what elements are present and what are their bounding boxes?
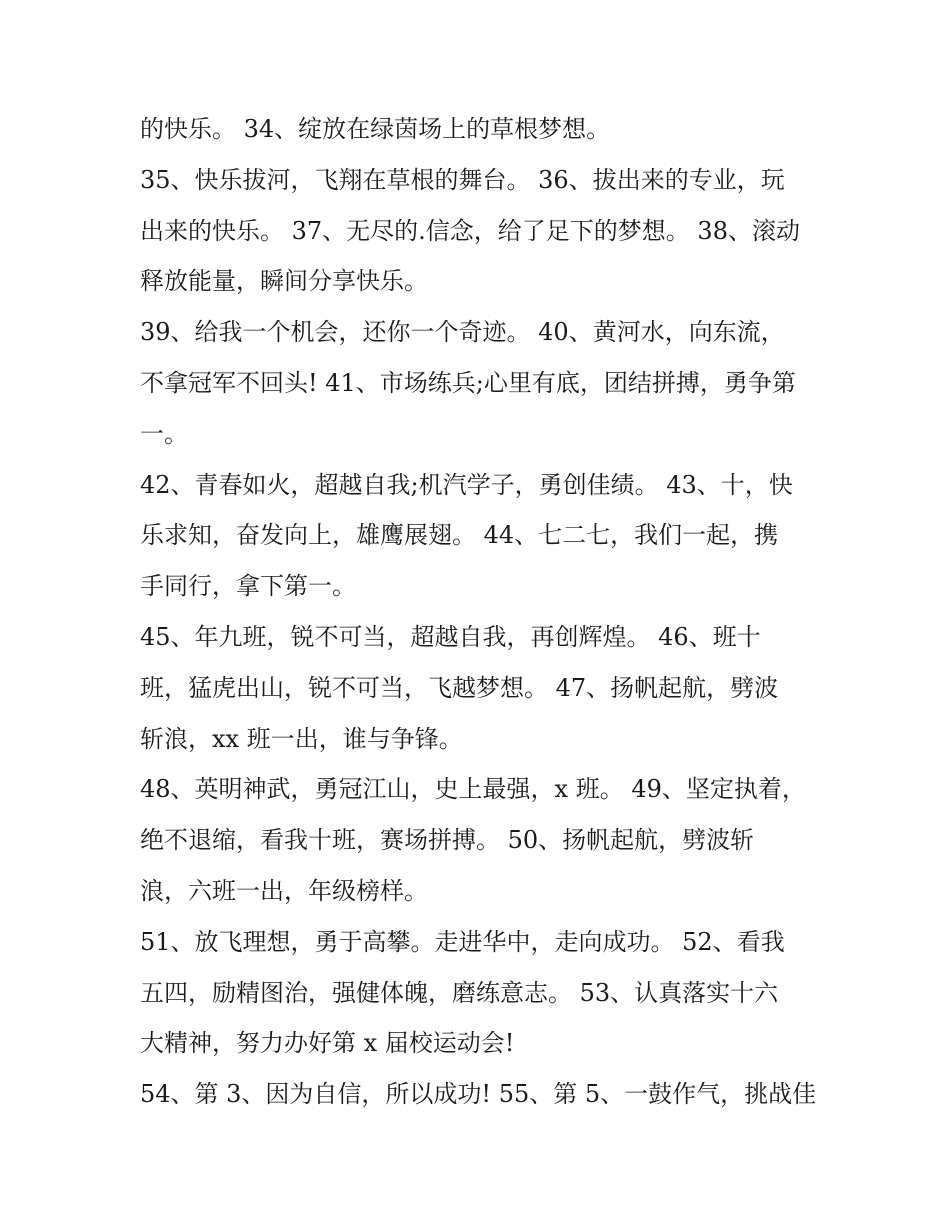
text-line: 乐求知，奋发向上，雄鹰展翅。 44、七二七，我们一起，携 bbox=[140, 521, 779, 550]
text-line: 出来的快乐。 37、无尽的.信念，给了足下的梦想。 38、滚动 bbox=[140, 216, 800, 245]
text-line: 39、给我一个机会，还你一个奇迹。 40、黄河水，向东流， bbox=[140, 318, 785, 347]
text-line: 斩浪，xx 班一出，谁与争锋。 bbox=[140, 724, 463, 753]
text-line: 五四，励精图治，强健体魄，磨练意志。 53、认真落实十六 bbox=[140, 978, 779, 1007]
text-line: 51、放飞理想，勇于高攀。走进华中，走向成功。 52、看我 bbox=[140, 927, 785, 956]
text-line: 48、英明神武，勇冠江山，史上最强，x 班。 49、坚定执着， bbox=[140, 775, 806, 804]
text-line: 的快乐。 34、绽放在绿茵场上的草根梦想。 bbox=[140, 115, 611, 143]
text-line: 浪，六班一出，年级榜样。 bbox=[140, 876, 428, 905]
text-line: 释放能量，瞬间分享快乐。 bbox=[140, 267, 428, 296]
text-line: 35、快乐拔河，飞翔在草根的舞台。 36、拔出来的专业，玩 bbox=[140, 165, 785, 194]
text-line: 54、第 3、因为自信，所以成功! 55、第 5、一鼓作气，挑战佳 bbox=[140, 1080, 817, 1109]
text-line: 绝不退缩，看我十班，赛场拼搏。 50、扬帆起航，劈波斩 bbox=[140, 826, 755, 855]
document-body bbox=[140, 104, 820, 1120]
text-line: 一。 bbox=[140, 419, 188, 448]
text-line: 班，猛虎出山，锐不可当，飞越梦想。 47、扬帆起航，劈波 bbox=[140, 673, 779, 702]
text-line: 45、年九班，锐不可当，超越自我，再创辉煌。 46、班十 bbox=[140, 622, 761, 651]
text-line: 不拿冠军不回头! 41、市场练兵;心里有底，团结拼搏，勇争第 bbox=[140, 368, 796, 397]
text-line: 大精神，努力办好第 x 届校运动会! bbox=[140, 1029, 515, 1058]
text-line: 手同行，拿下第一。 bbox=[140, 572, 356, 601]
text-line: 42、青春如火，超越自我;机汽学子，勇创佳绩。 43、十，快 bbox=[140, 470, 793, 499]
